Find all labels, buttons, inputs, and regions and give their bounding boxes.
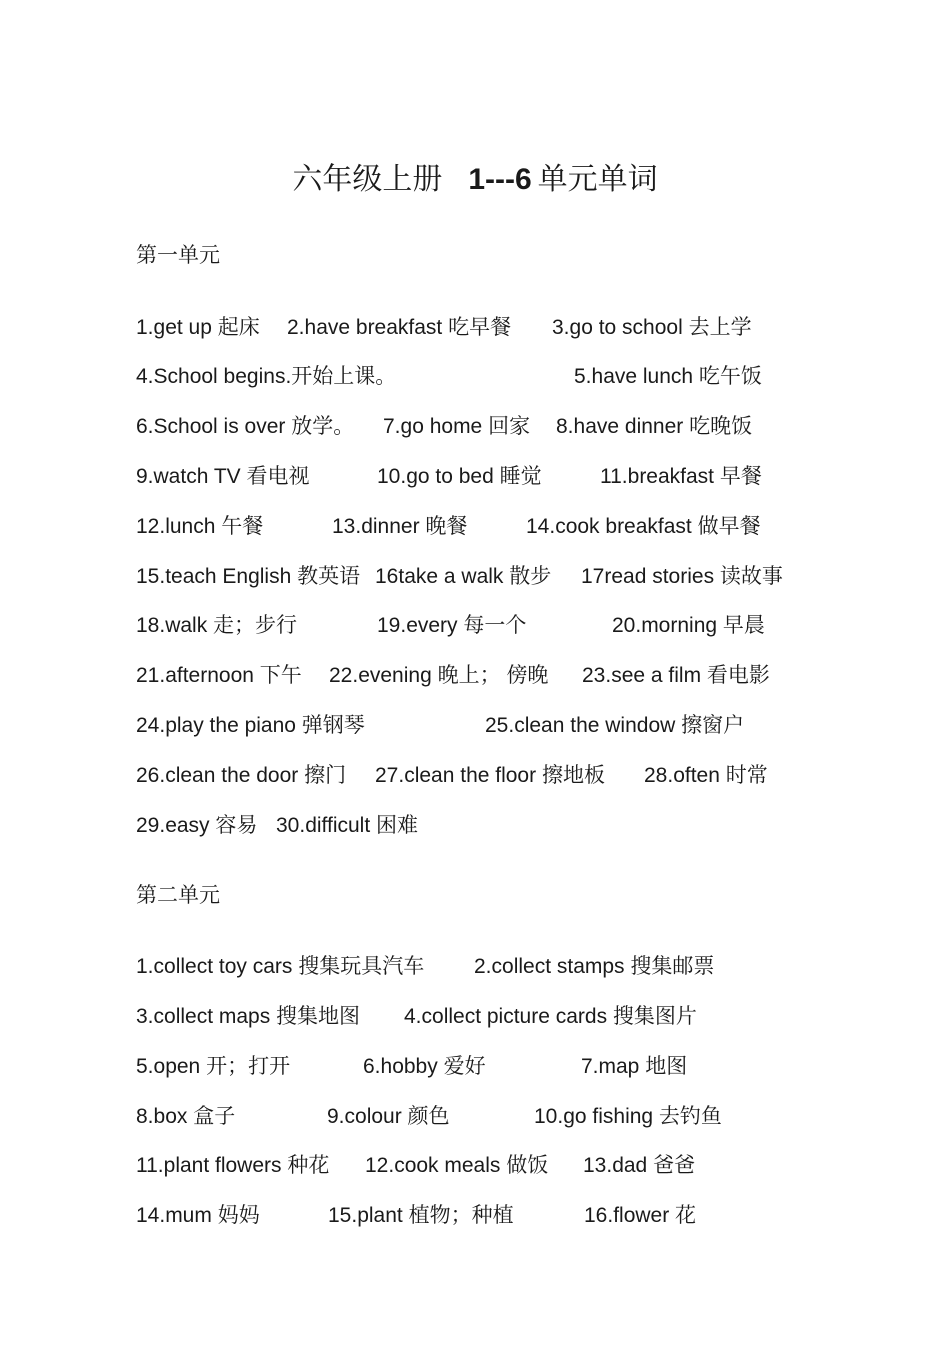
unit-heading: 第二单元 <box>136 883 220 907</box>
vocab-item: 3.collect maps 搜集地图 <box>136 1005 361 1028</box>
vocab-item: 6.hobby 爱好 <box>363 1055 486 1078</box>
vocab-item: 25.clean the window 擦窗户 <box>485 714 745 737</box>
vocab-item: 30.difficult 困难 <box>276 814 419 837</box>
vocab-item: 22.evening 晚上； 傍晚 <box>329 664 549 687</box>
vocab-item: 29.easy 容易 <box>136 814 258 837</box>
vocab-item: 14.mum 妈妈 <box>136 1204 260 1227</box>
vocab-item: 28.often 时常 <box>644 764 768 787</box>
vocab-item: 15.teach English 教英语 <box>136 565 361 588</box>
unit-heading: 第一单元 <box>136 243 220 267</box>
title-prefix: 六年级上册 <box>292 162 443 197</box>
vocab-item: 14.cook breakfast 做早餐 <box>526 515 761 538</box>
title-suffix: 单元单词 <box>537 162 658 197</box>
vocab-item: 21.afternoon 下午 <box>136 664 302 687</box>
vocab-item: 1.get up 起床 <box>136 316 260 339</box>
vocab-item: 5.have lunch 吃午饭 <box>574 365 762 388</box>
vocab-item: 1.collect toy cars 搜集玩具汽车 <box>136 955 425 978</box>
vocab-item: 2.collect stamps 搜集邮票 <box>474 955 715 978</box>
vocab-item: 12.cook meals 做饭 <box>365 1154 549 1177</box>
vocab-item: 20.morning 早晨 <box>612 614 765 637</box>
vocab-item: 15.plant 植物；种植 <box>328 1204 514 1227</box>
vocab-item: 7.go home 回家 <box>383 415 531 438</box>
vocab-item: 16.flower 花 <box>584 1204 697 1227</box>
vocab-item: 10.go fishing 去钓鱼 <box>534 1105 722 1128</box>
vocab-item: 13.dinner 晚餐 <box>332 515 468 538</box>
title-number: 1---6 <box>468 163 532 196</box>
vocab-item: 5.open 开；打开 <box>136 1055 291 1078</box>
vocab-item: 3.go to school 去上学 <box>552 316 752 339</box>
vocab-item: 27.clean the floor 擦地板 <box>375 764 605 787</box>
vocab-item: 11.plant flowers 种花 <box>136 1154 330 1177</box>
vocab-item: 8.box 盒子 <box>136 1105 236 1128</box>
vocab-item: 9.watch TV 看电视 <box>136 465 310 488</box>
vocab-item: 9.colour 颜色 <box>327 1105 450 1128</box>
vocab-item: 13.dad 爸爸 <box>583 1154 696 1177</box>
vocab-item: 6.School is over 放学。 <box>136 415 355 438</box>
vocab-item: 4.School begins.开始上课。 <box>136 365 397 388</box>
vocab-item: 17read stories 读故事 <box>581 565 783 588</box>
vocab-item: 18.walk 走；步行 <box>136 614 298 637</box>
vocab-item: 10.go to bed 睡觉 <box>377 465 542 488</box>
vocab-item: 23.see a film 看电影 <box>582 664 770 687</box>
vocab-item: 7.map 地图 <box>581 1055 688 1078</box>
vocab-item: 16take a walk 散步 <box>375 565 552 588</box>
vocab-item: 2.have breakfast 吃早餐 <box>287 316 512 339</box>
vocab-item: 12.lunch 午餐 <box>136 515 264 538</box>
vocab-item: 8.have dinner 吃晚饭 <box>556 415 753 438</box>
vocab-item: 26.clean the door 擦门 <box>136 764 347 787</box>
vocab-item: 4.collect picture cards 搜集图片 <box>404 1005 697 1028</box>
document-title <box>0 158 950 202</box>
vocab-item: 24.play the piano 弹钢琴 <box>136 714 365 737</box>
vocab-item: 19.every 每一个 <box>377 614 527 637</box>
vocab-item: 11.breakfast 早餐 <box>600 465 762 488</box>
